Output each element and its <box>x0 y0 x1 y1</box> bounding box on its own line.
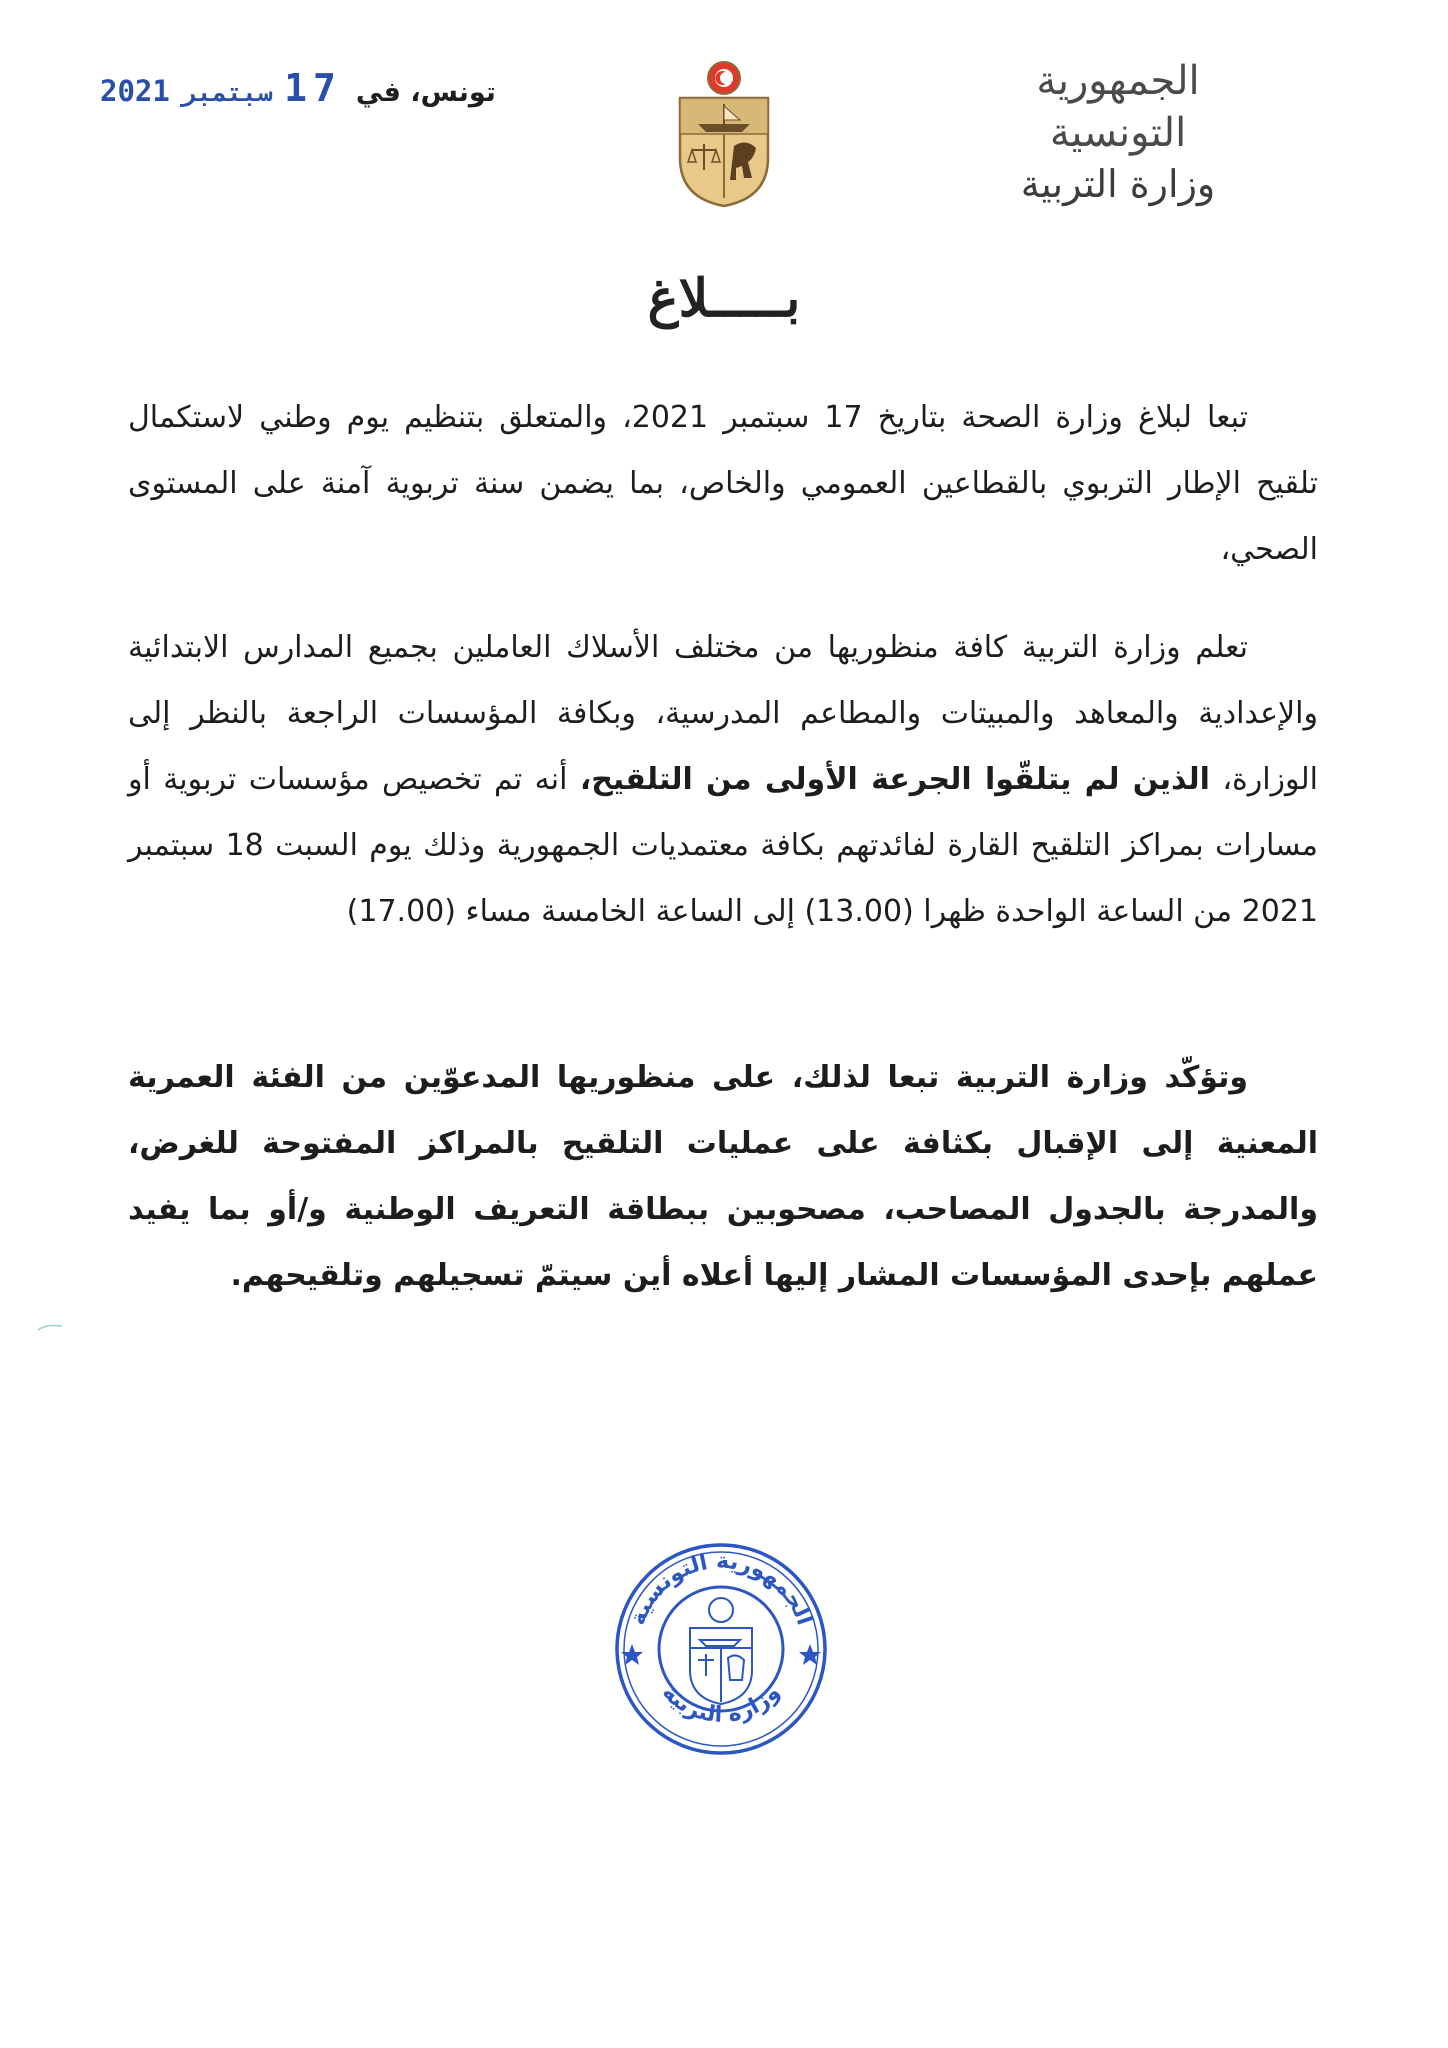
paragraph-2-bold-text: الذين لم يتلقّوا الجرعة الأولى من التلقيح، <box>579 762 1210 797</box>
date-line <box>100 66 496 112</box>
republic-name: الجمهورية التونسية <box>1036 58 1200 156</box>
ministry-seal-stamp-icon <box>612 1540 830 1758</box>
date-stamp <box>100 66 342 110</box>
svg-text:الجمهورية التونسية: الجمهورية التونسية <box>625 1548 817 1629</box>
letterhead <box>988 55 1248 209</box>
paragraph-3-text: وتؤكّد وزارة التربية تبعا لذلك، على منظوريها المدعوّين من الفئة العمرية المعنية إلى الإقبال بكثافة على عمليات التلقيح بالمراكز المفتوحة للغرض، والمدرجة بالجدول المصاحب، مصحوبين ببطاقة التعريف الوطنية و/أو بما يفيد عملهم بإحدى المؤسسات المشار إليها أعلاه أين سيتمّ تسجيلهم وتلقيحهم. <box>128 1060 1318 1293</box>
paragraph-2-text-b: أنه تم تخصيص مؤسسات تربوية أو مسارات بمراكز التلقيح القارة لفائدتهم بكافة معتمديات الجمهورية وذلك يوم السبت 18 سبتمبر 2021 من الساعة الواحدة ظهرا (13.00) إلى الساعة الخامسة مساء (17.00) <box>128 762 1318 929</box>
communique-title: بـــــلاغ <box>647 268 801 329</box>
svg-text:وزارة التربية: وزارة التربية <box>656 1680 786 1728</box>
tunisia-coat-of-arms-icon <box>670 58 778 208</box>
paragraph-1 <box>128 385 1318 583</box>
paragraph-1-text: تبعا لبلاغ وزارة الصحة بتاريخ 17 سبتمبر 2021، والمتعلق بتنظيم يوم وطني لاستكمال تلقيح الإطار التربوي بالقطاعين العمومي والخاص، بما يضمن سنة تربوية آمنة على المستوى الصحي، <box>128 400 1318 567</box>
date-day: 17 <box>284 66 342 110</box>
place-label: تونس، في <box>355 77 496 108</box>
paragraph-3 <box>128 1045 1318 1309</box>
date-month: سبتمبر <box>181 78 273 107</box>
ministry-name: وزارة التربية <box>1020 162 1216 206</box>
date-year: 2021 <box>100 74 170 108</box>
scan-speck-icon <box>36 1322 64 1332</box>
paragraph-2 <box>128 615 1318 945</box>
paragraph-2-text-a: تعلم وزارة التربية كافة منظوريها من مختلف الأسلاك العاملين بجميع المدارس الابتدائية والإعدادية والمعاهد والمبيتات والمطاعم المدرسية، وبكافة المؤسسات الراجعة بالنظر إلى الوزارة، <box>128 630 1319 797</box>
